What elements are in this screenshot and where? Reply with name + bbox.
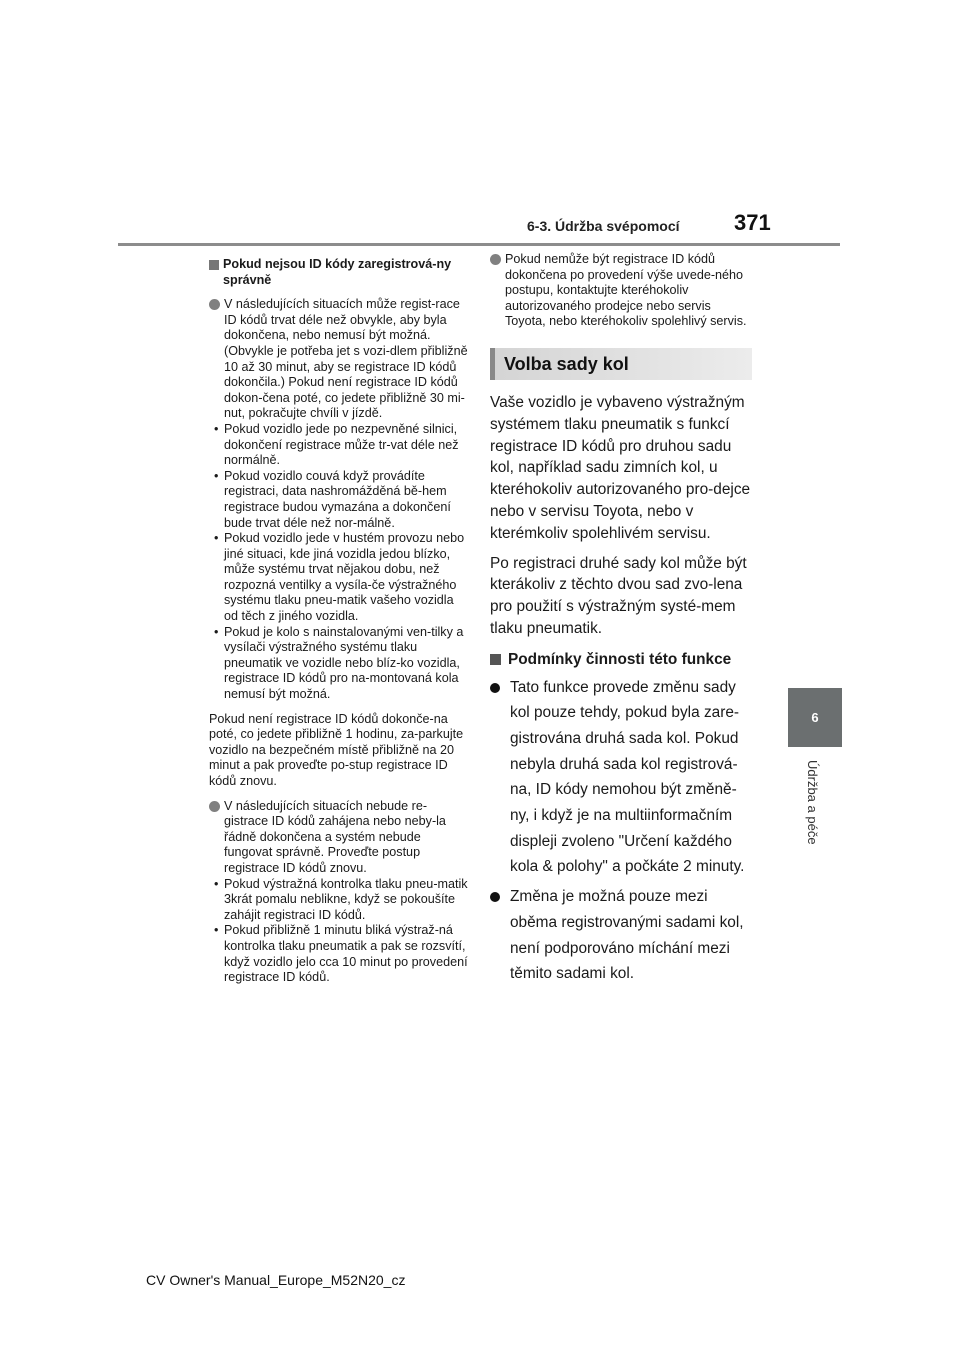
- square-bullet-icon: [490, 654, 501, 665]
- left-sub-item: • Pokud vozidlo jede v hustém provozu nebo jiné situaci, kde jiná vozidla jedou blízko, může systému trvat nějakou dobu, než rozpozná ventilky a vysíla-če výstražného systému tlaku pneu-matik vašeho vozidla od těch z jiného vozidla.: [214, 531, 465, 624]
- left-subheading-text: Pokud nejsou ID kódy zaregistrová-ny správně: [223, 257, 452, 287]
- right-bullet: [490, 675, 752, 881]
- right-bullet-text: Změna je možná pouze mezi oběma registrovanými sadami kol, není podporováno míchání mezi těmito sadami kol.: [510, 888, 744, 983]
- right-bullet-top: [490, 252, 752, 330]
- left-sub-item: • Pokud vozidlo couvá když provádíte registraci, data nashromážděná bě-hem registrace budou vymazána a dokončení bude trvat déle než nor-málně.: [214, 468, 451, 530]
- square-bullet-icon: [209, 260, 219, 270]
- section-title-box: [490, 348, 752, 380]
- section-title-accent: [490, 348, 495, 380]
- right-subheading-text: Podmínky činnosti této funkce: [508, 650, 732, 668]
- round-bullet-icon: [209, 801, 220, 812]
- chapter-tab-label: Údržba a péče: [805, 760, 820, 845]
- round-bullet-icon: [490, 892, 500, 902]
- footer-text: CV Owner's Manual_Europe_M52N20_cz: [146, 1272, 406, 1288]
- page-number: 371: [734, 210, 771, 235]
- left-sub-item: • Pokud výstražná kontrolka tlaku pneu-matik 3krát pomalu neblikne, když se pokoušíte zahájit registraci ID kódů.: [214, 876, 468, 922]
- left-sub-item-text: Pokud výstražná kontrolka tlaku pneu-matik 3krát pomalu neblikne, když se pokoušíte zahájit registraci ID kódů.: [224, 876, 468, 922]
- header-rule: [118, 243, 840, 246]
- left-sub-item: • Pokud je kolo s nainstalovanými ven-tilky a vysílači výstražného systému tlaku pneumatik ve vozidle nebo blíz-ko vozidla, registrace ID kódů pro na-montovaná kola nemusí být možná.: [214, 624, 464, 702]
- round-bullet-icon: [490, 254, 501, 265]
- right-paragraph-1: Vaše vozidlo je vybaveno výstražným systémem tlaku pneumatik s funkcí registrace ID kódů pro druhou sadu kol, například sadu zimních kol, u kteréhokoliv autorizovaného pro-dejce nebo v servisu Toyota, nebo v kterémkoliv spolehlivém servisu.: [490, 393, 751, 542]
- right-subheading: [490, 649, 752, 671]
- round-bullet-icon: [490, 683, 500, 693]
- left-sub-item-text: Pokud vozidlo couvá když provádíte registraci, data nashromážděná bě-hem registrace budou vymazána a dokončení bude trvat déle než nor-málně.: [224, 468, 451, 530]
- left-sub-item: • Pokud vozidlo jede po nezpevněné silnici, dokončení registrace může tr-vat déle než normálně.: [214, 421, 459, 468]
- left-sub-item-text: Pokud vozidlo jede v hustém provozu nebo jiné situaci, kde jiná vozidla jedou blízko, může systému trvat nějakou dobu, než rozpozná ventilky a vysíla-če výstražného systému tlaku pneu-matik vašeho vozidla od těch z jiného vozidla.: [224, 531, 465, 624]
- left-bullet-1-text: V následujících situacích může regist-race ID kódů trvat déle než obvykle, aby byla dokončena, nebo nemusí být možná. (Obvykle je potřeba jet s vozi-dlem přibližně 10 až 30 minut, aby se registrace ID kódů dokončila.) Pokud není registrace ID kódů dokon-čena poté, co jedete přibližně 30 mi-nut, pokračujte chvíli v jízdě.: [224, 297, 468, 421]
- left-column: [209, 257, 471, 986]
- left-bullet-1: [209, 297, 471, 422]
- right-paragraph-2: Po registraci druhé sady kol může být kterákoliv z těchto dvou sad zvo-lena pro použití s výstražným systé-mem tlaku pneumatik.: [490, 554, 747, 637]
- chapter-tab-number: 6: [788, 688, 842, 747]
- left-bullet-2: [209, 799, 471, 877]
- section-header: 6-3. Údržba svépomocí: [527, 218, 680, 234]
- right-bullet-text: Tato funkce provede změnu sady kol pouze tehdy, pokud byla zare-gistrována druhá sada kol. Pokud nebyla druhá sada kol registrová-na, ID kódy nemohou být změně-ny, i když je na multiinformačním displeji zvoleno "Určení každého kola & polohy" a počkáte 2 minuty.: [510, 678, 745, 876]
- right-bullet: [490, 884, 752, 987]
- left-subheading: [209, 257, 471, 288]
- right-bullet-top-text: Pokud nemůže být registrace ID kódů dokončena po provedení výše uvede-ného postupu, kontaktujte kteréhokoliv autorizovaného prodejce nebo servis Toyota, nebo kteréhokoliv spolehlivý servis.: [505, 252, 747, 329]
- left-sub-item-text: Pokud vozidlo jede po nezpevněné silnici, dokončení registrace může tr-vat déle než normálně.: [224, 421, 459, 468]
- section-title: Volba sady kol: [504, 353, 629, 374]
- left-paragraph: Pokud není registrace ID kódů dokonče-na poté, co jedete přibližně 1 hodinu, za-parkujte vozidlo na bezpečném místě přibližně na 20 minut a pak proveďte po-stup registrace ID kódů znovu.: [209, 711, 464, 788]
- left-sub-item-text: Pokud je kolo s nainstalovanými ven-tilky a vysílači výstražného systému tlaku pneumatik ve vozidle nebo blíz-ko vozidla, registrace ID kódů pro na-montovaná kola nemusí být možná.: [224, 624, 464, 702]
- left-sub-item: • Pokud přibližně 1 minutu bliká výstraž-ná kontrolka tlaku pneumatik a pak se rozsvítí, když vozidlo jelo cca 10 minut po provedení registrace ID kódů.: [214, 923, 468, 985]
- right-column: [490, 252, 752, 987]
- left-bullet-2-text: V následujících situacích nebude re-gistrace ID kódů zahájena nebo neby-la řádně dokončena a systém nebude fungovat správně. Proveďte postup registrace ID kódů znovu.: [224, 798, 446, 875]
- round-bullet-icon: [209, 299, 220, 310]
- left-sub-item-text: Pokud přibližně 1 minutu bliká výstraž-ná kontrolka tlaku pneumatik a pak se rozsvítí, když vozidlo jelo cca 10 minut po provedení registrace ID kódů.: [224, 923, 468, 985]
